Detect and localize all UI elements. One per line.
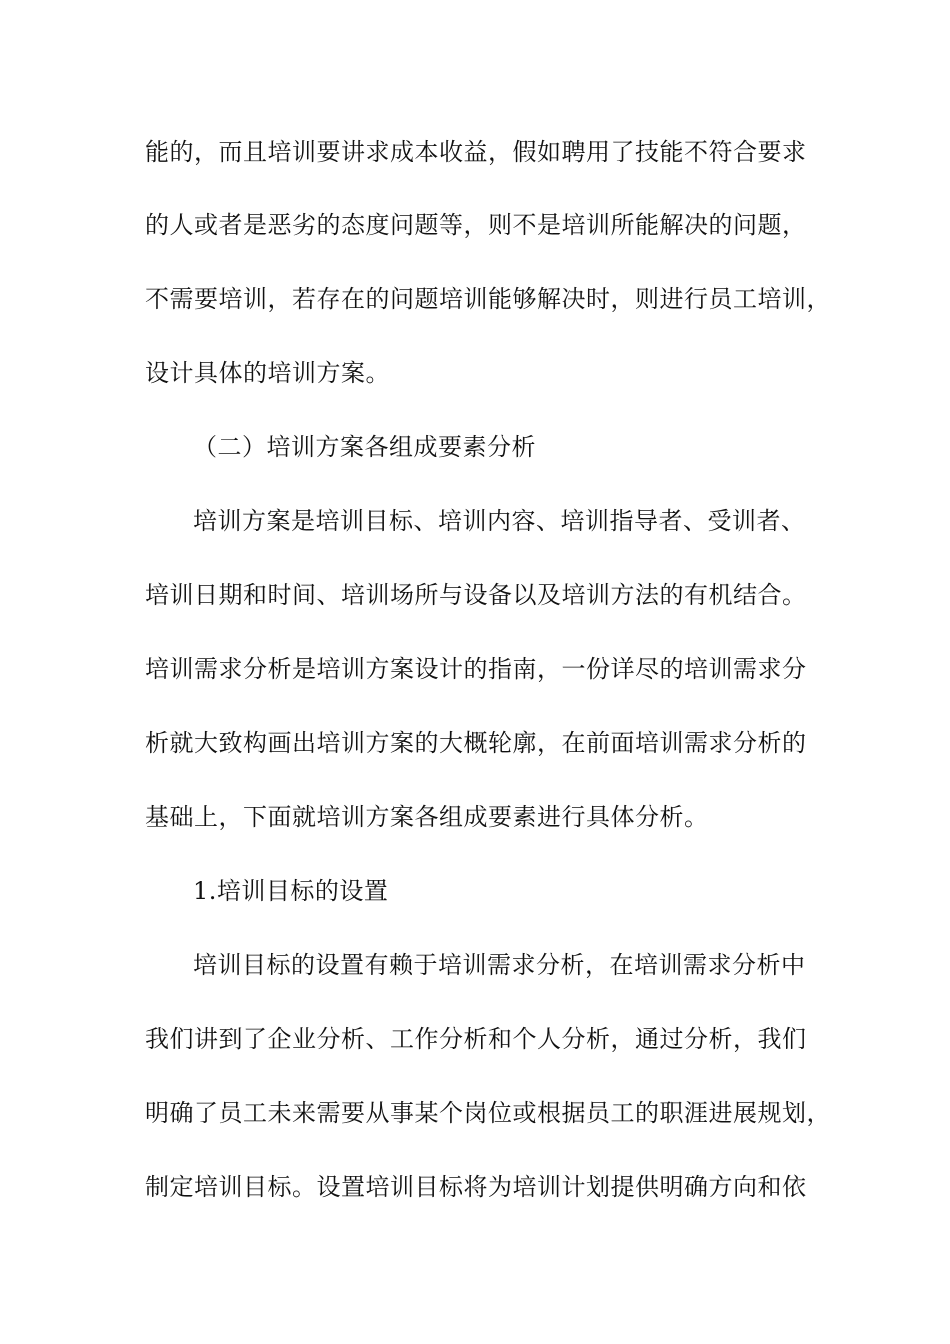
paragraph-line: 培训需求分析是培训方案设计的指南，一份详尽的培训需求分 <box>145 655 807 683</box>
paragraph-line: 的人或者是恶劣的态度问题等，则不是培训所能解决的问题， <box>145 211 807 239</box>
subsection-heading: 1.培训目标的设置 <box>193 877 389 905</box>
paragraph-line: 能的，而且培训要讲求成本收益，假如聘用了技能不符合要求 <box>145 138 807 166</box>
paragraph-line: 培训方案是培训目标、培训内容、培训指导者、受训者、 <box>193 507 806 535</box>
paragraph-line: 不需要培训，若存在的问题培训能够解决时，则进行员工培训， <box>145 285 831 313</box>
paragraph-line: 培训日期和时间、培训场所与设备以及培训方法的有机结合。 <box>145 581 807 609</box>
paragraph-line: 明确了员工未来需要从事某个岗位或根据员工的职涯进展规划， <box>145 1099 831 1127</box>
paragraph-line: 制定培训目标。设置培训目标将为培训计划提供明确方向和依 <box>145 1173 807 1201</box>
paragraph-line: 基础上，下面就培训方案各组成要素进行具体分析。 <box>145 803 709 831</box>
paragraph-line: 我们讲到了企业分析、工作分析和个人分析，通过分析，我们 <box>145 1025 807 1053</box>
section-heading: （二）培训方案各组成要素分析 <box>193 433 536 461</box>
paragraph-line: 培训目标的设置有赖于培训需求分析，在培训需求分析中 <box>193 951 806 979</box>
paragraph-line: 设计具体的培训方案。 <box>145 359 390 387</box>
paragraph-line: 析就大致构画出培训方案的大概轮廓，在前面培训需求分析的 <box>145 729 807 757</box>
